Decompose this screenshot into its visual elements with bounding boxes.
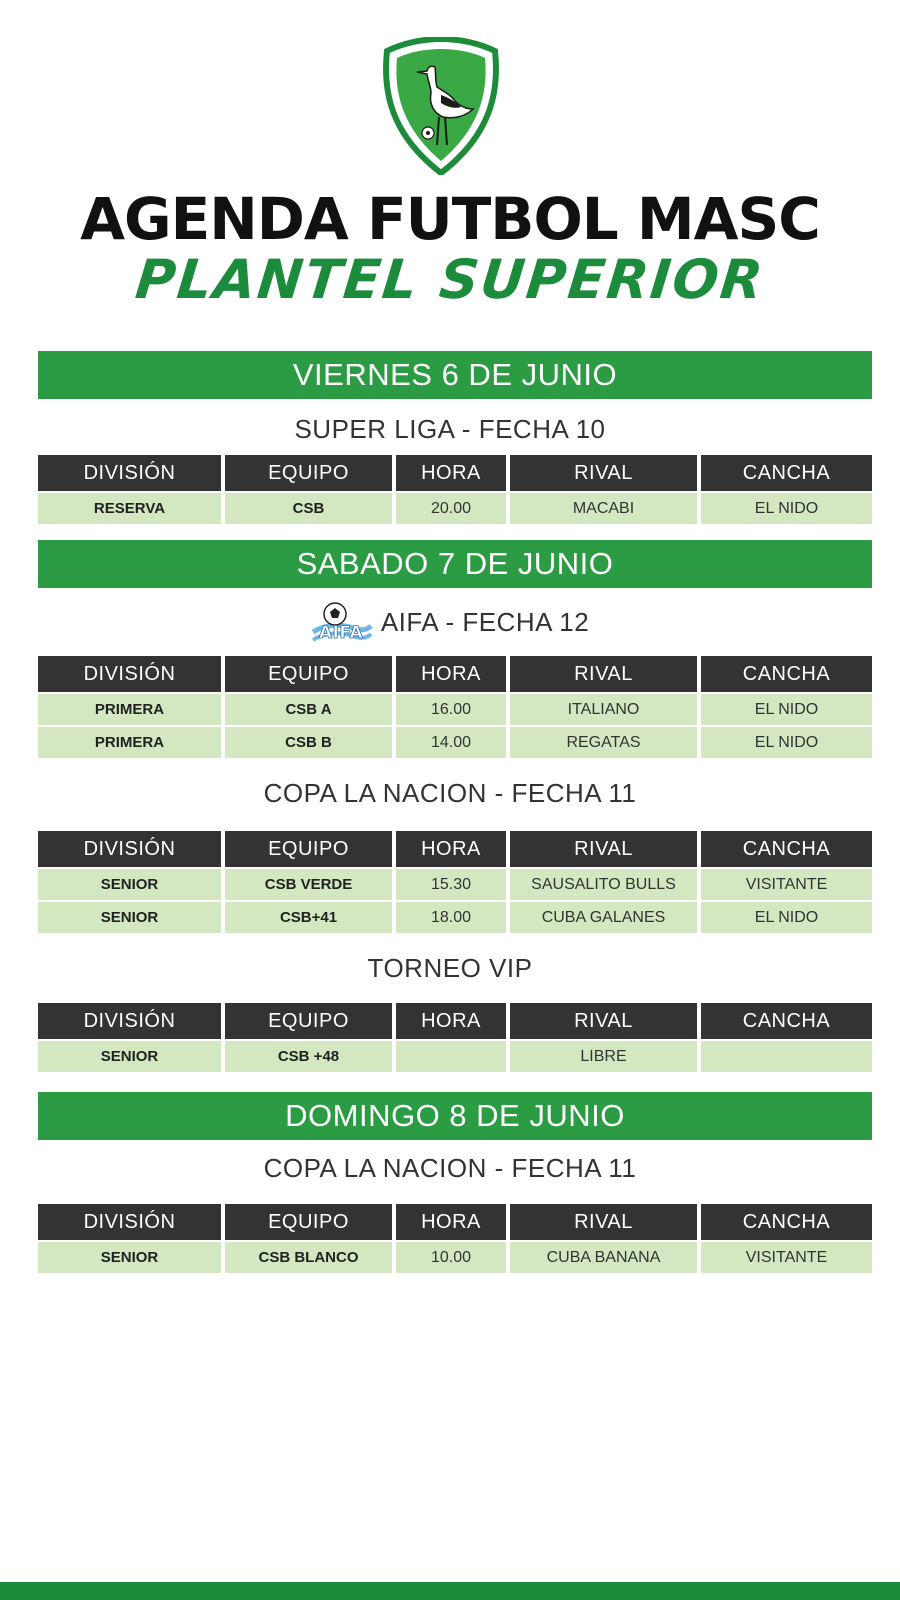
table-row [38,727,872,758]
schedule-table [38,831,872,933]
column-header-rival: RIVAL [510,455,697,491]
column-header-equipo: EQUIPO [225,1003,392,1039]
column-header-division: DIVISIÓN [38,831,221,867]
table-row [38,694,872,725]
table-header [38,1204,872,1240]
column-header-equipo: EQUIPO [225,831,392,867]
table-row [38,1041,872,1072]
cell-rival: LIBRE [510,1041,697,1072]
table-header [38,656,872,692]
cell-equipo: CSB A [225,694,392,725]
cell-equipo: CSB BLANCO [225,1242,392,1273]
cell-hora: 14.00 [396,727,506,758]
schedule-table [38,1204,872,1273]
cell-division: SENIOR [38,1242,221,1273]
cell-division: SENIOR [38,902,221,933]
table-row [38,493,872,524]
column-header-equipo: EQUIPO [225,1204,392,1240]
footer-bar [0,1582,900,1600]
cell-hora: 18.00 [396,902,506,933]
column-header-cancha: CANCHA [701,1204,872,1240]
column-header-cancha: CANCHA [701,831,872,867]
cell-division: PRIMERA [38,727,221,758]
day-banner-sabado: SABADO 7 DE JUNIO [38,540,872,588]
column-header-hora: HORA [396,1003,506,1039]
schedule-table [38,1003,872,1072]
competition-title-text: AIFA - FECHA 12 [380,607,590,637]
column-header-rival: RIVAL [510,831,697,867]
column-header-equipo: EQUIPO [225,656,392,692]
competition-title [0,602,900,642]
column-header-division: DIVISIÓN [38,1204,221,1240]
cell-division: RESERVA [38,493,221,524]
cell-cancha: EL NIDO [701,727,872,758]
table-header [38,455,872,491]
cell-equipo: CSB+41 [225,902,392,933]
column-header-cancha: CANCHA [701,455,872,491]
cell-equipo: CSB VERDE [225,869,392,900]
column-header-hora: HORA [396,656,506,692]
day-banner-domingo: DOMINGO 8 DE JUNIO [38,1092,872,1140]
column-header-division: DIVISIÓN [38,656,221,692]
cell-equipo: CSB +48 [225,1041,392,1072]
cell-rival: MACABI [510,493,697,524]
page-subtitle: PLANTEL SUPERIOR [132,248,768,311]
table-header [38,831,872,867]
schedule-table [38,455,872,524]
day-banner-viernes: VIERNES 6 DE JUNIO [38,351,872,399]
competition-title: COPA LA NACION - FECHA 11 [263,1153,637,1183]
cell-equipo: CSB [225,493,392,524]
cell-cancha: EL NIDO [701,902,872,933]
schedule-table [38,656,872,758]
cell-rival: CUBA GALANES [510,902,697,933]
cell-hora: 15.30 [396,869,506,900]
table-row [38,869,872,900]
cell-cancha [701,1041,872,1072]
column-header-rival: RIVAL [510,656,697,692]
column-header-rival: RIVAL [510,1003,697,1039]
competition-title: COPA LA NACION - FECHA 11 [263,778,637,808]
competition-title: SUPER LIGA - FECHA 10 [294,414,606,444]
cell-cancha: VISITANTE [701,869,872,900]
cell-rival: SAUSALITO BULLS [510,869,697,900]
table-row [38,1242,872,1273]
page-title: AGENDA FUTBOL MASC [80,185,820,253]
cell-hora: 16.00 [396,694,506,725]
cell-division: SENIOR [38,869,221,900]
cell-rival: ITALIANO [510,694,697,725]
cell-cancha: VISITANTE [701,1242,872,1273]
cell-hora: 10.00 [396,1242,506,1273]
cell-hora: 20.00 [396,493,506,524]
aifa-logo [311,602,373,646]
cell-rival: REGATAS [510,727,697,758]
table-header [38,1003,872,1039]
cell-hora [396,1041,506,1072]
competition-title: TORNEO VIP [367,953,533,983]
cell-division: SENIOR [38,1041,221,1072]
table-row [38,902,872,933]
cell-cancha: EL NIDO [701,493,872,524]
cell-cancha: EL NIDO [701,694,872,725]
column-header-hora: HORA [396,455,506,491]
column-header-division: DIVISIÓN [38,455,221,491]
svg-text:AIFA: AIFA [318,623,363,644]
column-header-rival: RIVAL [510,1204,697,1240]
column-header-hora: HORA [396,831,506,867]
cell-rival: CUBA BANANA [510,1242,697,1273]
column-header-hora: HORA [396,1204,506,1240]
cell-division: PRIMERA [38,694,221,725]
column-header-equipo: EQUIPO [225,455,392,491]
cell-equipo: CSB B [225,727,392,758]
column-header-cancha: CANCHA [701,1003,872,1039]
column-header-cancha: CANCHA [701,656,872,692]
club-crest-logo [381,37,501,175]
column-header-division: DIVISIÓN [38,1003,221,1039]
